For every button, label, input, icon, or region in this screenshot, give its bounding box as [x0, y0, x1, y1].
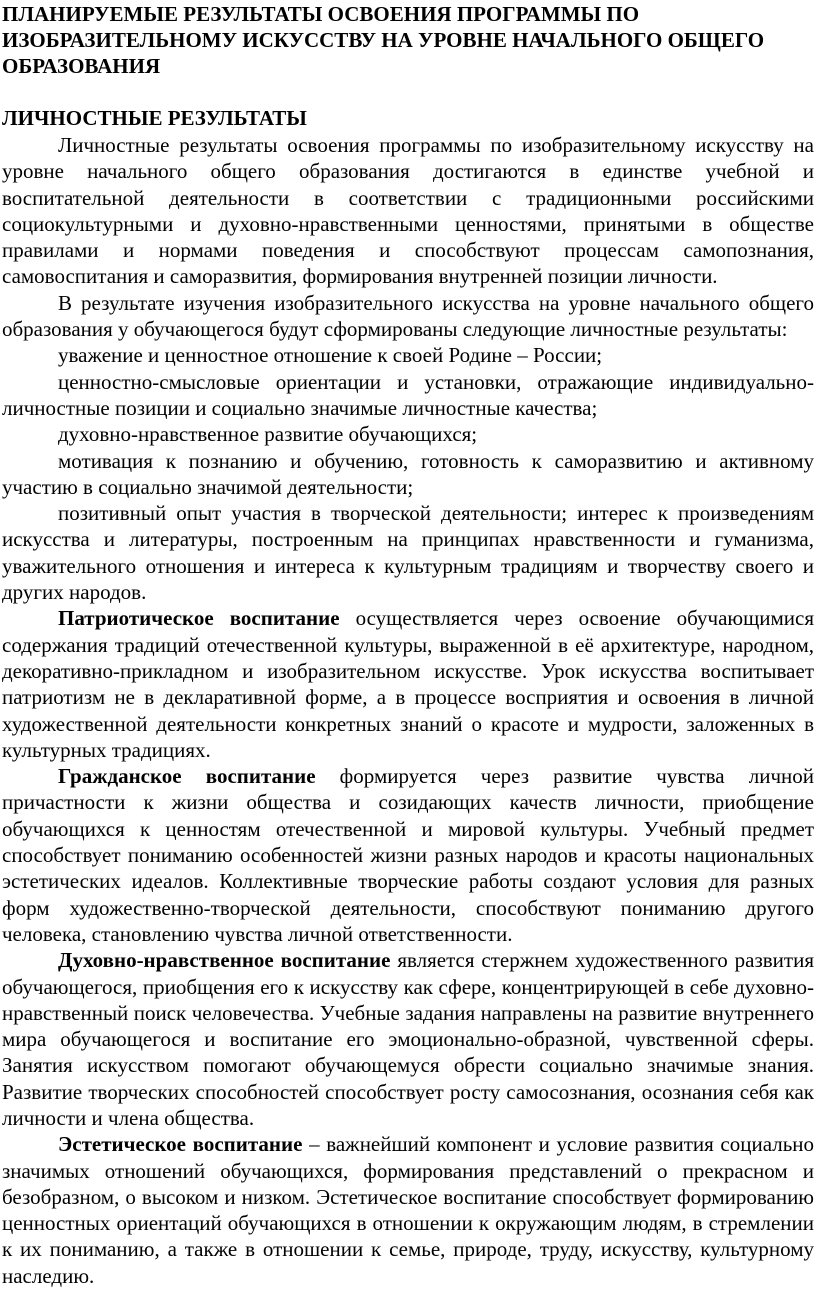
document-title: ПЛАНИРУЕМЫЕ РЕЗУЛЬТАТЫ ОСВОЕНИЯ ПРОГРАММЫ ПО ИЗОБРАЗИТЕЛЬНОМУ ИСКУССТВУ НА УРОВНЕ НАЧАЛЬНОГО ОБЩЕГО ОБРАЗОВАНИЯ — [2, 2, 765, 78]
paragraph-patriotic — [2, 605, 814, 763]
text-moral: является стержнем художественного развития обучающегося, приобщения его к искусству как сфере, концентрирующей в себе духовно-нравственный поиск человечества. Учебные задания направлены на развитие внутреннего мира обучающегося и воспитание его эмоционально-образной, чувственной сферы. Занятия искусством помогают обучающемуся обрести социально значимые знания. Развитие творческих способностей способствует росту самосознания, осознания себя как личности и члена общества. — [2, 948, 814, 1130]
text-civic: формируется через развитие чувства личной причастности к жизни общества и созидающих качеств личности, приобщение обучающихся к ценностям отечественной и мировой культуры. Учебный предмет способствует пониманию особенностей жизни разных народов и красоты национальных эстетических идеалов. Коллективные творческие работы создают условия для разных форм художественно-творческой деятельности, способствуют пониманию другого человека, становлению чувства личной ответственности. — [2, 764, 814, 946]
list-item: позитивный опыт участия в творческой деятельности; интерес к произведениям искусства и литературы, построенным на принципах нравственности и гуманизма, уважительного отношения и интереса к культурным традициям и творчеству своего и других народов. — [2, 501, 814, 605]
term-moral: Духовно-нравственное воспитание — [58, 948, 391, 973]
text-aesthetic: – важнейший компонент и условие развития социально значимых отношений обучающихся, формирования представлений о прекрасном и безобразном, о высоком и низком. Эстетическое воспитание способствует формированию ценностных ориентаций обучающихся в отношении к окружающим людям, в стремлении к их пониманию, а также в отношении к семье, природе, труду, искусству, культурному наследию. — [2, 1132, 815, 1288]
list-item: духовно-нравственное развитие обучающихся; — [58, 422, 478, 447]
paragraph-civic — [2, 763, 814, 947]
paragraph-intro: Личностные результаты освоения программы по изобразительному искусству на уровне начального общего образования достигаются в единстве учебной и воспитательной деятельности в соответствии с традиционными российскими социокультурными и духовно-нравственными ценностями, принятыми в обществе правилами и нормами поведения и способствуют процессам самопознания, самовоспитания и саморазвития, формирования внутренней позиции личности. — [2, 133, 814, 289]
paragraph-moral — [2, 947, 814, 1131]
paragraph-results-lead: В результате изучения изобразительного искусства на уровне начального общего образования у обучающегося будут сформированы следующие личностные результаты: — [2, 290, 814, 342]
text-patriotic: осуществляется через освоение обучающимися содержания традиций отечественной культуры, выраженной в её архитектуре, народном, декоративно-прикладном и изобразительном искусстве. Урок искусства воспитывает патриотизм не в декларативной форме, а в процессе восприятия и освоения в личной художественной деятельности конкретных знаний о красоте и мудрости, заложенных в культурных традициях. — [2, 606, 814, 762]
list-item: мотивация к познанию и обучению, готовность к саморазвитию и активному участию в социально значимой деятельности; — [2, 448, 814, 499]
term-aesthetic: Эстетическое воспитание — [58, 1132, 303, 1157]
paragraph-aesthetic — [2, 1131, 814, 1289]
term-civic: Гражданское воспитание — [58, 764, 316, 789]
term-patriotic: Патриотическое воспитание — [58, 606, 340, 631]
spacer — [2, 79, 814, 105]
list-item: уважение и ценностное отношение к своей Родине – России; — [58, 343, 603, 368]
list-item: ценностно-смысловые ориентации и установки, отражающие индивидуально-личностные позиции и социально значимые личностные качества; — [2, 369, 814, 420]
section-title: ЛИЧНОСТНЫЕ РЕЗУЛЬТАТЫ — [2, 106, 307, 130]
